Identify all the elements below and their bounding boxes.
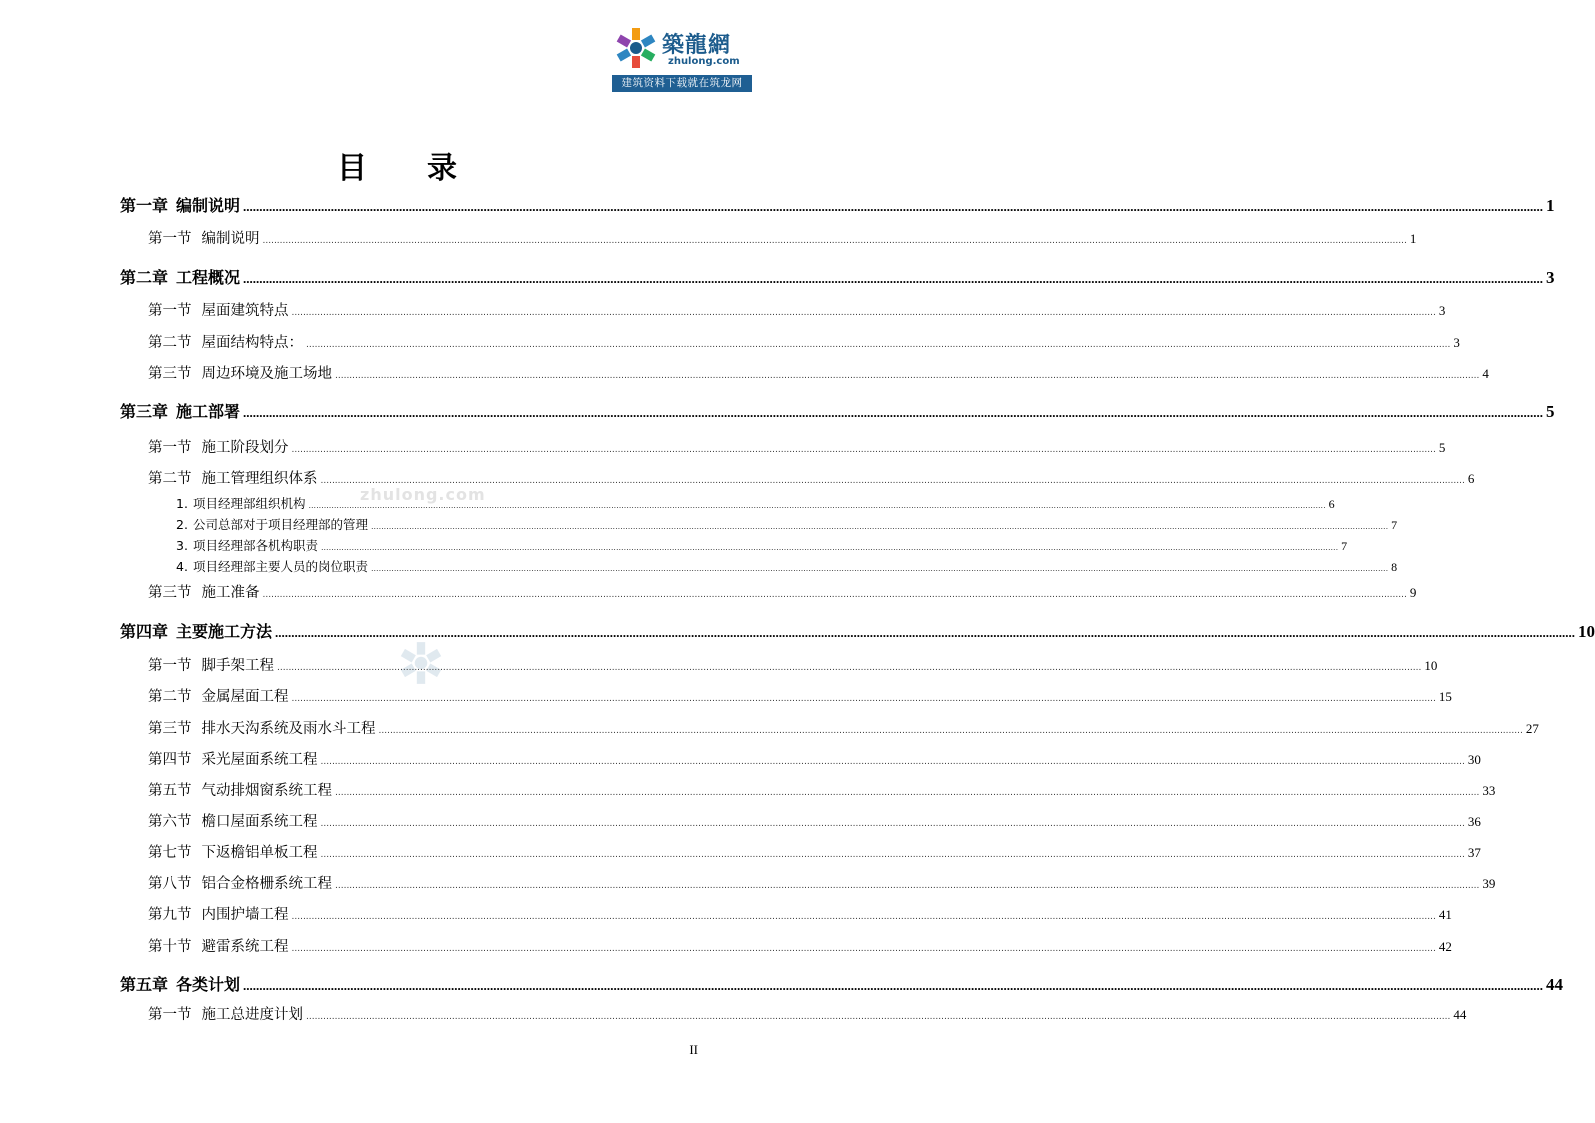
toc-entry-section[interactable] [148,779,1496,800]
toc-entry-section[interactable] [148,903,1452,924]
toc-entry-number: 第一节 [148,440,192,456]
toc-entry-number: 4. [176,559,188,574]
toc-entry-title: 主要施工方法 [176,622,273,641]
toc-entry-section[interactable] [148,935,1452,956]
dot-leader: ................................................................................................................................................................................................................................................................................................................................................................................................................ [370,564,1389,573]
toc-entry-label [148,581,260,602]
dot-leader: ................................................................................................................................................................................................................................................................................................................................................................................................................ [262,236,1407,246]
toc-entry-title: 排水天沟系统及雨水斗工程 [201,721,376,737]
toc-entry-page: 10 [1424,658,1438,673]
toc-entry-title: 施工准备 [201,585,260,601]
toc-entry-page: 37 [1467,845,1481,860]
toc-entry-title: 各类计划 [176,975,241,994]
toc-entry-section[interactable] [148,654,1438,675]
toc-entry-section[interactable] [148,841,1481,862]
toc-entry-number: 2. [176,517,188,532]
dot-leader: ................................................................................................................................................................................................................................................................................................................................................................................................................ [308,501,1326,510]
toc-entry-chapter[interactable] [120,619,1595,642]
toc-entry-page: 9 [1409,585,1417,600]
toc-entry-page: 3 [1438,303,1446,318]
toc-entry-page: 8 [1391,560,1398,574]
toc-entry-page: 27 [1525,721,1539,736]
toc-entry-section[interactable] [148,331,1460,352]
toc-entry-title: 编制说明 [176,196,241,215]
toc-entry-section[interactable] [148,362,1489,383]
dot-leader: ................................................................................................................................................................................................................................................................................................................................................................................................................ [275,625,1576,640]
toc-entry-item[interactable] [176,494,1335,512]
toc-entry-number: 第四章 [120,622,169,641]
dot-leader: ................................................................................................................................................................................................................................................................................................................................................................................................................ [243,271,1544,286]
toc-entry-number: 第三节 [148,721,192,737]
toc-entry-page: 6 [1467,471,1475,486]
dot-leader: ................................................................................................................................................................................................................................................................................................................................................................................................................ [335,788,1480,798]
toc-entry-page: 41 [1438,907,1452,922]
toc-entry-label [148,935,289,956]
toc-entry-title: 下返檐铝单板工程 [201,845,318,861]
toc-entry-page: 3 [1453,335,1460,350]
toc-entry-chapter[interactable] [120,193,1555,216]
toc-entry-title: 项目经理部各机构职责 [192,538,318,553]
dot-leader: ................................................................................................................................................................................................................................................................................................................................................................................................................ [291,944,1436,954]
dot-leader: ................................................................................................................................................................................................................................................................................................................................................................................................................ [243,405,1544,420]
toc-entry-section[interactable] [148,227,1417,248]
toc-entry-label [148,362,332,383]
toc-entry-page: 33 [1482,783,1496,798]
toc-entry-section[interactable] [148,810,1481,831]
toc-entry-chapter[interactable] [120,972,1564,995]
toc-entry-label [148,841,318,862]
dot-leader: ................................................................................................................................................................................................................................................................................................................................................................................................................ [320,819,1465,829]
toc-entry-number: 3. [176,538,188,553]
toc-entry-number: 第四节 [148,752,192,768]
toc-entry-label [148,331,303,352]
toc-entry-section[interactable] [148,299,1446,320]
dot-leader: ................................................................................................................................................................................................................................................................................................................................................................................................................ [243,978,1544,993]
toc-entry-number: 第二节 [148,689,192,705]
toc-entry-page: 4 [1482,366,1489,381]
toc-entry-label [176,515,368,533]
toc-entry-label [148,654,274,675]
toc-entry-page: 5 [1438,440,1446,455]
toc-entry-page: 10 [1578,622,1595,641]
toc-entry-label [148,299,289,320]
toc-entry-item[interactable] [176,557,1398,575]
toc-entry-page: 7 [1341,539,1348,553]
toc-entry-label [148,467,318,488]
toc-entry-title: 金属屋面工程 [201,689,289,705]
toc-entry-title: 施工阶段划分 [201,440,289,456]
dot-leader: ................................................................................................................................................................................................................................................................................................................................................................................................................ [291,308,1436,318]
toc-entry-number: 第二章 [120,268,169,287]
toc-entry-page: 5 [1546,402,1555,421]
toc-entry-page: 44 [1546,975,1564,994]
toc-entry-page: 42 [1438,939,1452,954]
toc-entry-label [176,536,318,554]
toc-entry-number: 1. [176,496,188,511]
toc-entry-label [120,265,240,288]
toc-entry-title: 周边环境及施工场地 [201,366,332,382]
toc-entry-page: 36 [1467,814,1481,829]
toc-entry-chapter[interactable] [120,265,1555,288]
toc-entry-section[interactable] [148,581,1417,602]
toc-entry-number: 第三节 [148,366,192,382]
dot-leader: ................................................................................................................................................................................................................................................................................................................................................................................................................ [320,850,1465,860]
logo-slogan: 建筑资料下载就在筑龙网 [612,75,752,92]
toc-entry-number: 第三章 [120,402,169,421]
dot-leader: ................................................................................................................................................................................................................................................................................................................................................................................................................ [378,726,1523,736]
toc-entry-title: 采光屋面系统工程 [201,752,318,768]
toc-entry-title: 施工管理组织体系 [201,471,318,487]
dot-leader: ................................................................................................................................................................................................................................................................................................................................................................................................................ [370,522,1389,531]
toc-entry-title: 编制说明 [201,231,260,247]
toc-entry-page: 3 [1546,268,1555,287]
toc-entry-page: 44 [1453,1007,1467,1022]
toc-entry-label [148,227,260,248]
dot-leader: ................................................................................................................................................................................................................................................................................................................................................................................................................ [335,371,1480,381]
toc-entry-title: 施工总进度计划 [201,1007,303,1023]
dot-leader: ................................................................................................................................................................................................................................................................................................................................................................................................................ [335,881,1480,891]
toc-entry-page: 1 [1546,196,1555,215]
toc-entry-page: 1 [1409,231,1417,246]
toc-entry-label [148,903,289,924]
toc-entry-number: 第六节 [148,814,192,830]
toc-entry-title: 避雷系统工程 [201,939,289,955]
toc-entry-section[interactable] [148,467,1475,488]
toc-entry-section[interactable] [148,436,1446,457]
toc-entry-section[interactable] [148,717,1539,738]
toc-entry-number: 第二节 [148,471,192,487]
footer-page-number: II [689,1042,698,1057]
toc-entry-chapter[interactable] [120,399,1555,422]
dot-leader: ................................................................................................................................................................................................................................................................................................................................................................................................................ [291,912,1436,922]
toc-entry-title: 公司总部对于项目经理部的管理 [192,517,368,532]
dot-leader: ................................................................................................................................................................................................................................................................................................................................................................................................................ [306,1012,1451,1022]
toc-entry-section[interactable] [148,685,1452,706]
dot-leader: ................................................................................................................................................................................................................................................................................................................................................................................................................ [320,543,1339,552]
toc-entry-label [148,685,289,706]
dot-leader: ................................................................................................................................................................................................................................................................................................................................................................................................................ [291,694,1436,704]
dot-leader: ................................................................................................................................................................................................................................................................................................................................................................................................................ [291,445,1436,455]
toc-entry-page: 7 [1391,518,1398,532]
toc-entry-page: 39 [1482,876,1496,891]
toc-entry-label [176,557,368,575]
dot-leader: ................................................................................................................................................................................................................................................................................................................................................................................................................ [277,663,1422,673]
toc-entry-page: 30 [1467,752,1481,767]
logo-name-cn: 築龍網 [662,32,732,58]
toc-entry-title: 脚手架工程 [201,658,274,674]
toc-entry-page: 6 [1328,497,1335,511]
toc-entry-item[interactable] [176,536,1348,554]
toc-entry-title: 施工部署 [176,402,241,421]
dot-leader: ................................................................................................................................................................................................................................................................................................................................................................................................................ [262,590,1407,600]
logo-domain: zhulong.com [668,56,740,67]
toc-entry-title: 屋面建筑特点 [201,303,289,319]
toc-entry-label [120,193,240,216]
title-part-1: 目 [337,151,367,186]
toc-entry-number: 第十节 [148,939,192,955]
toc-entry-section[interactable] [148,872,1496,893]
toc-entry-label [148,717,376,738]
toc-entry-label [148,779,332,800]
toc-entry-page: 15 [1438,689,1452,704]
toc-entry-label [148,748,318,769]
toc-entry-label [148,872,332,893]
watermark-text: zhulong.com [360,485,486,504]
toc-entry-number: 第七节 [148,845,192,861]
toc-entry-number: 第五节 [148,783,192,799]
toc-entry-label [148,436,289,457]
toc-entry-title: 铝合金格栅系统工程 [201,876,332,892]
toc-entry-number: 第二节 [148,335,192,351]
toc-entry-number: 第一节 [148,1007,192,1023]
toc-entry-number: 第一节 [148,231,192,247]
toc-entry-label [176,494,305,512]
toc-entry-number: 第八节 [148,876,192,892]
toc-entry-label [120,399,240,422]
dot-leader: ................................................................................................................................................................................................................................................................................................................................................................................................................ [320,476,1465,486]
dot-leader: ................................................................................................................................................................................................................................................................................................................................................................................................................ [320,757,1465,767]
toc-entry-title: 项目经理部主要人员的岗位职责 [192,559,368,574]
title-part-2: 录 [427,151,457,186]
toc-entry-title: 气动排烟窗系统工程 [201,783,332,799]
toc-entry-label [120,619,272,642]
dot-leader: ................................................................................................................................................................................................................................................................................................................................................................................................................ [243,199,1544,214]
toc-entry-label [148,810,318,831]
toc-entry-title: 工程概况 [176,268,241,287]
toc-entry-title: 项目经理部组织机构 [192,496,306,511]
toc-entry-number: 第五章 [120,975,169,994]
dot-leader: ................................................................................................................................................................................................................................................................................................................................................................................................................ [306,340,1451,350]
toc-entry-number: 第一章 [120,196,169,215]
toc-entry-number: 第三节 [148,585,192,601]
toc-entry-title: 内围护墙工程 [201,907,289,923]
toc-entry-number: 第一节 [148,658,192,674]
toc-entry-title: 檐口屋面系统工程 [201,814,318,830]
toc-entry-number: 第九节 [148,907,192,923]
toc-entry-label [120,972,240,995]
toc-entry-section[interactable] [148,748,1481,769]
toc-entry-title: 屋面结构特点： [201,335,303,351]
toc-entry-item[interactable] [176,515,1398,533]
toc-entry-label [148,1003,303,1024]
toc-entry-number: 第一节 [148,303,192,319]
toc-entry-section[interactable] [148,1003,1467,1024]
